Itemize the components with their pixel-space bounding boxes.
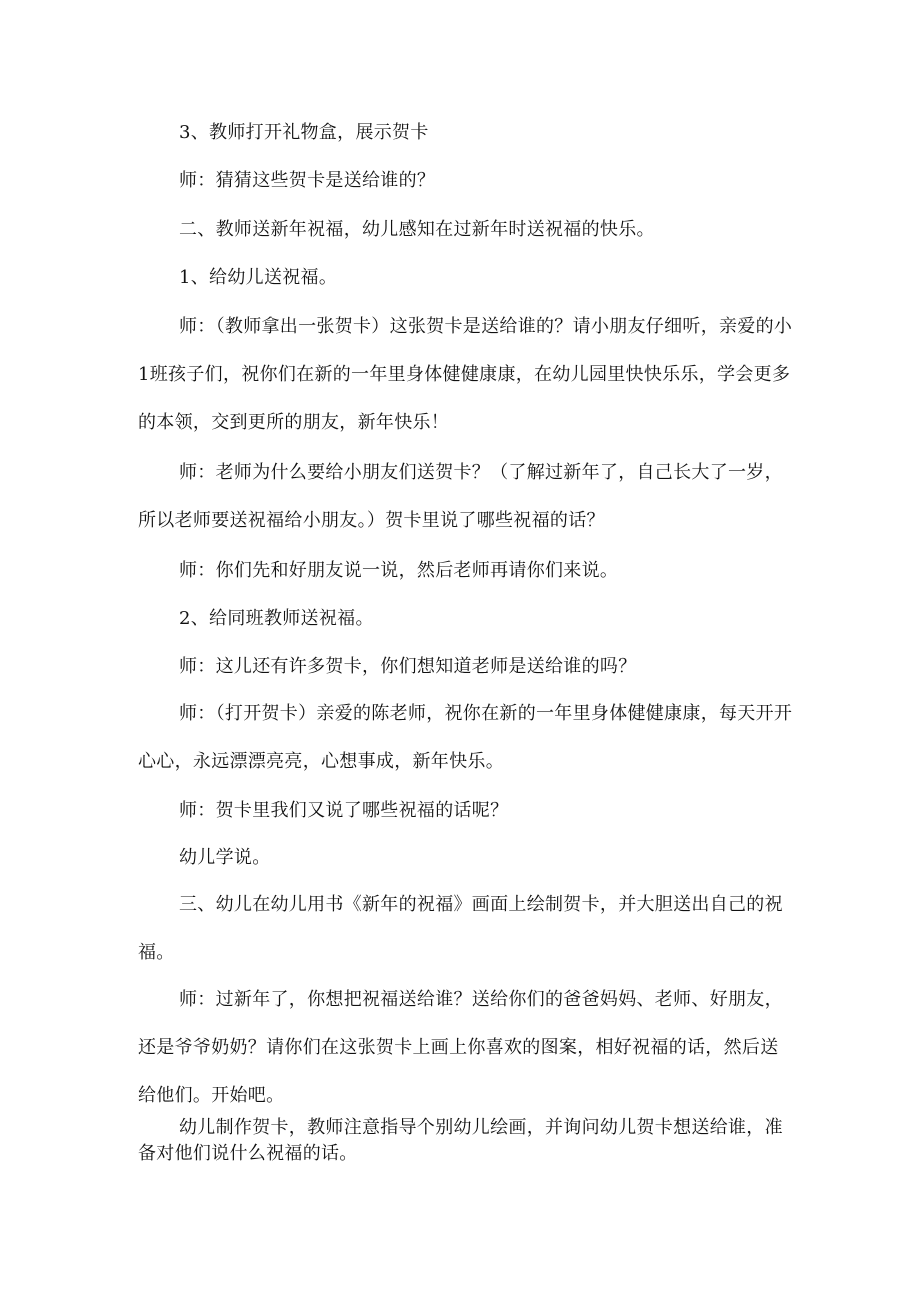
- paragraph-7: 师：你们先和好朋友说一说，然后老师再请你们来说。: [179, 560, 619, 581]
- paragraph-15: 幼儿制作贺卡，教师注意指导个别幼儿绘画，并询问幼儿贺卡想送给谁，准备对他们说什么祝福的话。: [138, 1117, 783, 1164]
- paragraph-14: 师：过新年了，你想把祝福送给谁？送给你们的爸爸妈妈、老师、好朋友，还是爷爷奶奶？请你们在这张贺卡上画上你喜欢的图案，相好祝福的话，然后送给他们。开始吧。: [138, 989, 783, 1106]
- paragraph-11: 师：贺卡里我们又说了哪些祝福的话呢？: [179, 800, 509, 821]
- paragraph-13: 三、幼儿在幼儿用书《新年的祝福》画面上绘制贺卡，并大胆送出自己的祝福。: [138, 894, 783, 963]
- paragraph-4: 1、给幼儿送祝福。: [179, 267, 338, 288]
- paragraph-12: 幼儿学说。: [179, 847, 271, 868]
- paragraph-3: 二、教师送新年祝福，幼儿感知在过新年时送祝福的快乐。: [179, 219, 655, 240]
- paragraph-6: 师：老师为什么要给小朋友们送贺卡？（了解过新年了，自己长大了一岁，所以老师要送祝福给小朋友。）贺卡里说了哪些祝福的话？: [138, 462, 783, 531]
- paragraph-5: 师：（教师拿出一张贺卡）这张贺卡是送给谁的？请小朋友仔细听，亲爱的小1班孩子们，祝你们在新的一年里身体健健康康，在幼儿园里快快乐乐，学会更多的本领，交到更所的朋友，新年快乐！: [138, 316, 793, 433]
- paragraph-9: 师：这儿还有许多贺卡，你们想知道老师是送给谁的吗？: [179, 656, 637, 677]
- paragraph-10: 师：（打开贺卡）亲爱的陈老师，祝你在新的一年里身体健健康康，每天开开心心，永远漂漂亮亮，心想事成，新年快乐。: [138, 703, 793, 772]
- paragraph-2: 师：猜猜这些贺卡是送给谁的？: [179, 170, 436, 191]
- paragraph-8: 2、给同班教师送祝福。: [179, 608, 374, 629]
- paragraph-1: 3、教师打开礼物盒，展示贺卡: [179, 122, 429, 143]
